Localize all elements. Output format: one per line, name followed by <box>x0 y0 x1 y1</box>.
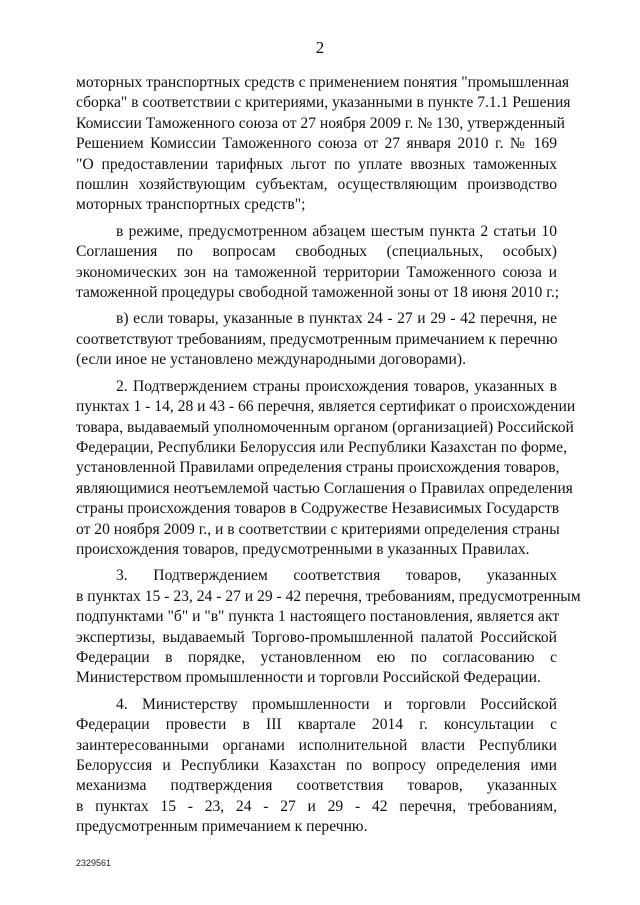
text-line: 4. Министерству промышленности и торговли Российской <box>116 695 557 713</box>
text-line: от 20 ноября 2009 г., и в соответствии с критериями определения страны <box>76 520 560 538</box>
paragraph <box>76 309 557 370</box>
text-line: Комиссии Таможенного союза от 27 ноября 2009 г. № 130, утвержденный <box>76 114 565 132</box>
text-line: (если иное не установлено международными договорами). <box>76 351 466 369</box>
text-line: предусмотренным примечанием к перечню. <box>76 818 368 836</box>
document-id: 2329561 <box>76 858 112 868</box>
text-line: сборка" в соответствии с критериями, указанными в пункте 7.1.1 Решения <box>76 94 571 112</box>
text-line: моторных транспортных средств"; <box>76 196 306 214</box>
text-line: в пунктах 15 - 23, 24 - 27 и 29 - 42 перечня, требованиям, <box>76 797 557 815</box>
text-line: товара, выдаваемый уполномоченным органом (организацией) Российской <box>76 418 574 436</box>
text-line: установленной Правилами определения страны происхождения товаров, <box>76 459 560 477</box>
text-line: в режиме, предусмотренном абзацем шестым пункта 2 статьи 10 <box>116 222 557 240</box>
paragraph <box>76 222 560 304</box>
text-line: в пунктах 15 - 23, 24 - 27 и 29 - 42 перечня, требованиям, предусмотренным <box>76 587 581 605</box>
text-line: механизма подтверждения соответствия товаров, указанных <box>76 777 557 795</box>
paragraph <box>76 73 571 216</box>
text-line: Федерации в порядке, установленном ею по согласованию с <box>76 648 557 666</box>
text-line: подпунктами "б" и "в" пункта 1 настоящего постановления, является акт <box>76 608 560 626</box>
text-line: Белоруссия и Республики Казахстан по вопросу определения ими <box>76 757 557 774</box>
text-line: Решением Комиссии Таможенного союза от 27 января 2010 г. № 169 <box>76 135 557 153</box>
document-body <box>76 73 581 838</box>
paragraph <box>76 695 557 838</box>
text-line: Федерации, Республики Белоруссия или Республики Казахстан по форме, <box>76 438 567 456</box>
text-line: экспертизы, выдаваемый Торгово-промышленной палатой Российской <box>76 628 557 646</box>
text-line: Соглашения по вопросам свободных (специальных, особых) <box>76 243 557 261</box>
paragraph <box>76 566 581 688</box>
text-line: моторных транспортных средств с применением понятия "промышленная <box>76 74 570 91</box>
text-line: Министерством промышленности и торговли Российской Федерации. <box>76 669 541 687</box>
text-line: пошлин хозяйствующим субъектам, осуществляющим производство <box>76 176 557 194</box>
text-line: Федерации провести в III квартале 2014 г. консультации с <box>76 716 557 734</box>
text-line: таможенной процедуры свободной таможенной зоны от 18 июня 2010 г.; <box>76 284 560 302</box>
text-line: происхождения товаров, предусмотренными в указанных Правилах. <box>76 540 530 558</box>
page-number: 2 <box>315 38 325 57</box>
text-line: страны происхождения товаров в Содружестве Независимых Государств <box>76 500 560 518</box>
text-line: экономических зон на таможенной территории Таможенного союза и <box>76 263 557 281</box>
text-line: пунктах 1 - 14, 28 и 43 - 66 перечня, является сертификат о происхождении <box>76 398 576 416</box>
text-line: соответствуют требованиям, предусмотренным примечанием к перечню <box>76 330 558 348</box>
text-line: являющимися неотъемлемой частью Соглашения о Правилах определения <box>76 479 573 497</box>
paragraph <box>76 377 576 561</box>
text-line: 2. Подтверждением страны происхождения товаров, указанных в <box>116 377 557 395</box>
text-line: в) если товары, указанные в пунктах 24 - 27 и 29 - 42 перечня, не <box>116 310 557 328</box>
text-line: 3. Подтверждением соответствия товаров, указанных <box>116 567 557 585</box>
text-line: "О предоставлении тарифных льгот по уплате ввозных таможенных <box>76 155 557 173</box>
text-line: заинтересованными органами исполнительной власти Республики <box>76 736 557 754</box>
